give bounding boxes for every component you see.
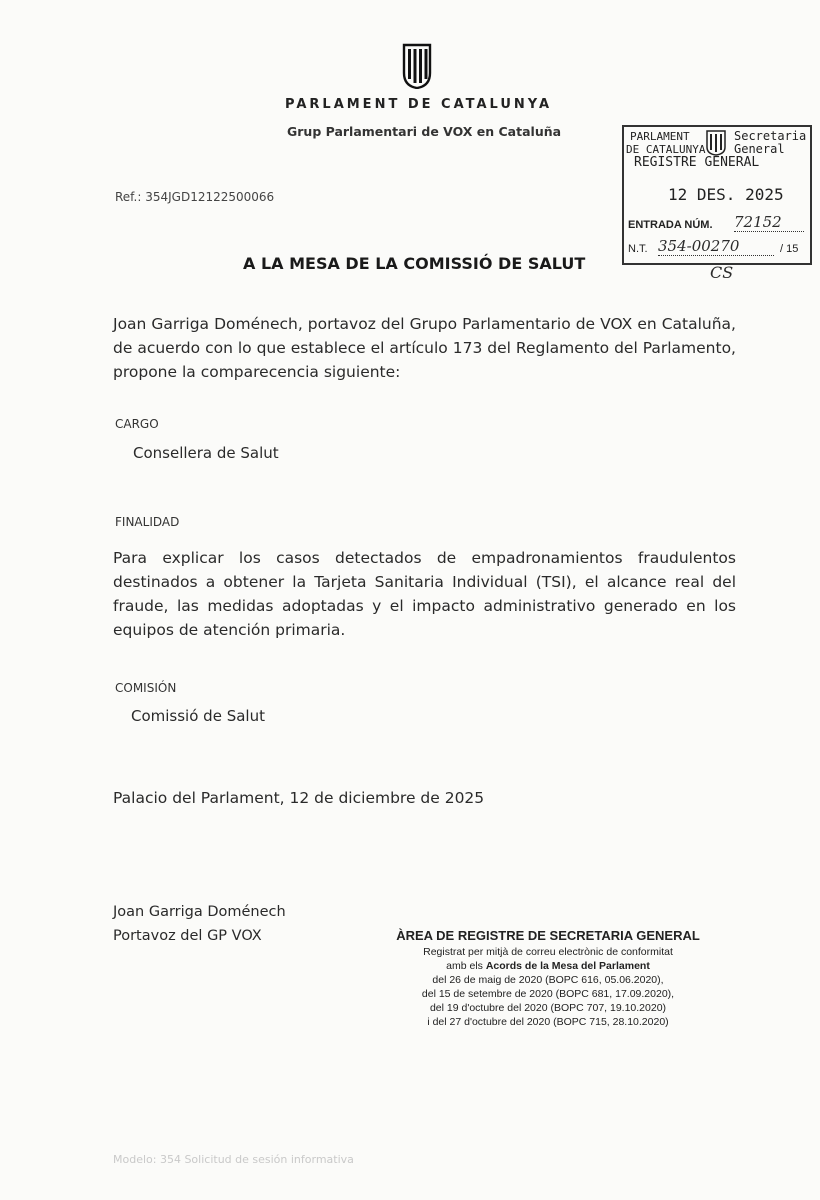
parliament-title: PARLAMENT DE CATALUNYA [285,97,553,112]
handwritten-initials: CS [710,263,734,282]
registry-line1: Registrat per mitjà de correu electrònic de conformitat [423,946,673,958]
stamp-dept-line2: General [734,142,785,156]
stamp-org-line1: PARLAMENT [630,130,690,143]
signature-role: Portavoz del GP VOX [113,928,262,944]
signature-name: Joan Garriga Doménech [113,904,286,920]
registry-line4: del 15 de setembre de 2020 (BOPC 681, 17.09.2020), [421,988,675,1000]
stamp-nt-number: 354-00270 [658,237,774,256]
stamp-entry-label: ENTRADA NÚM. [628,219,713,231]
finalidad-value: Para explicar los casos detectados de empadronamientos fraudulentos destinados a obtener la Tarjeta Sanitaria Individual (TSI), el alcance real del fraude, las medidas adoptadas y el impacto administrativo generado en los equipos de atención primaria. [113,549,736,639]
cargo-value: Consellera de Salut [133,444,279,462]
place-date: Palacio del Parlament, 12 de diciembre de 2025 [113,789,485,807]
stamp-entry-number: 72152 [734,213,804,232]
reference-number: Ref.: 354JGD12122500066 [115,190,275,204]
stamp-date: 12 DES. 2025 [668,185,784,204]
stamp-title: REGISTRE GENERAL [634,155,760,170]
registry-stamp [622,125,812,265]
registry-line2-prefix: amb els [446,960,486,972]
registry-line6: i del 27 d'octubre del 2020 (BOPC 715, 28.10.2020) [427,1016,669,1028]
registry-line3: del 26 de maig de 2020 (BOPC 616, 05.06.2020), [432,974,664,986]
registry-line2 [378,959,718,973]
registry-line5: del 19 d'octubre del 2020 (BOPC 707, 19.10.2020) [429,1002,667,1014]
stamp-dept-line1: Secretaria [734,129,807,143]
registry-area-note [378,928,718,1029]
cargo-label: CARGO [115,417,159,431]
stamp-nt-label: N.T. [628,243,648,255]
group-title: Grup Parlamentari de VOX en Cataluña [287,124,562,139]
stamp-org-line2: DE CATALUNYA [626,143,706,156]
registry-area-title: ÀREA DE REGISTRE DE SECRETARIA GENERAL [396,928,700,943]
registry-line2-bold: Acords de la Mesa del Parlament [485,960,650,972]
stamp-nt-suffix: / 15 [780,243,799,255]
body-paragraph: Joan Garriga Doménech, portavoz del Grupo Parlamentario de VOX en Cataluña, de acuerdo con lo que establece el artículo 173 del Reglamento del Parlamento, propone la comparecencia siguiente: [113,315,736,381]
comision-value: Comissió de Salut [131,707,265,725]
comision-label: COMISIÓN [115,681,177,695]
stamp-emblem-icon [706,130,726,156]
addressee-heading: A LA MESA DE LA COMISSIÓ DE SALUT [243,254,586,273]
footer-model: Modelo: 354 Solicitud de sesión informativa [113,1153,354,1166]
parliament-emblem-icon [402,43,432,89]
finalidad-label: FINALIDAD [115,515,180,529]
